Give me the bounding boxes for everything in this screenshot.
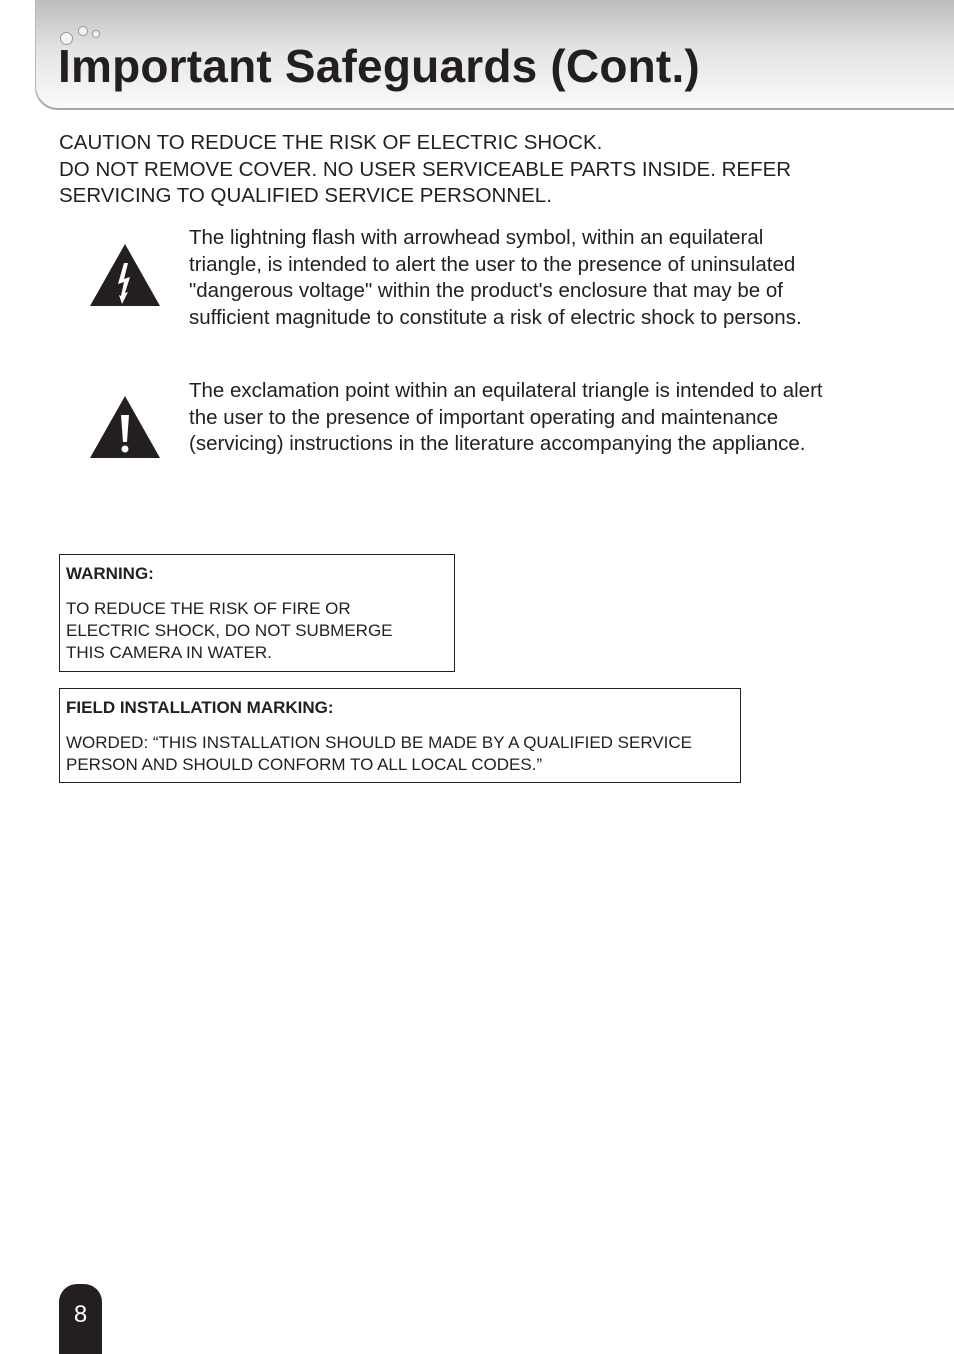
description-line: The lightning flash with arrowhead symbol, within an equilateral xyxy=(189,226,764,249)
caution-statement xyxy=(59,130,919,210)
warning-title: WARNING: xyxy=(66,564,154,583)
description-line: "dangerous voltage" within the product's enclosure that may be of xyxy=(189,279,783,302)
caution-line: CAUTION TO REDUCE THE RISK OF ELECTRIC SHOCK. xyxy=(59,131,603,154)
lightning-triangle-icon xyxy=(90,244,160,306)
description-line: triangle, is intended to alert the user to the presence of uninsulated xyxy=(189,252,796,276)
warning-line: THIS CAMERA IN WATER. xyxy=(66,643,272,662)
warning-line: TO REDUCE THE RISK OF FIRE OR xyxy=(66,599,351,618)
field-installation-title: FIELD INSTALLATION MARKING: xyxy=(66,698,334,717)
warning-line: ELECTRIC SHOCK, DO NOT SUBMERGE xyxy=(66,621,393,640)
field-installation-line: WORDED: “THIS INSTALLATION SHOULD BE MADE BY A QUALIFIED SERVICE xyxy=(66,733,692,752)
page-number: 8 xyxy=(73,1301,88,1328)
description-line: sufficient magnitude to constitute a risk of electric shock to persons. xyxy=(189,305,802,329)
page-title: Important Safeguards (Cont.) xyxy=(58,40,700,92)
description-line: the user to the presence of important operating and maintenance xyxy=(189,405,779,429)
lightning-symbol-description xyxy=(189,225,889,331)
warning-box xyxy=(59,554,455,672)
description-line: (servicing) instructions in the literature accompanying the appliance. xyxy=(189,432,806,455)
field-installation-line: PERSON AND SHOULD CONFORM TO ALL LOCAL CODES.” xyxy=(66,755,543,774)
description-line: The exclamation point within an equilateral triangle is intended to alert xyxy=(189,379,823,402)
caution-line: SERVICING TO QUALIFIED SERVICE PERSONNEL. xyxy=(59,184,552,207)
exclamation-symbol-description xyxy=(189,378,889,458)
exclamation-triangle-icon xyxy=(90,396,160,458)
caution-line: DO NOT REMOVE COVER. NO USER SERVICEABLE PARTS INSIDE. REFER xyxy=(59,157,792,181)
field-installation-box xyxy=(59,688,741,783)
